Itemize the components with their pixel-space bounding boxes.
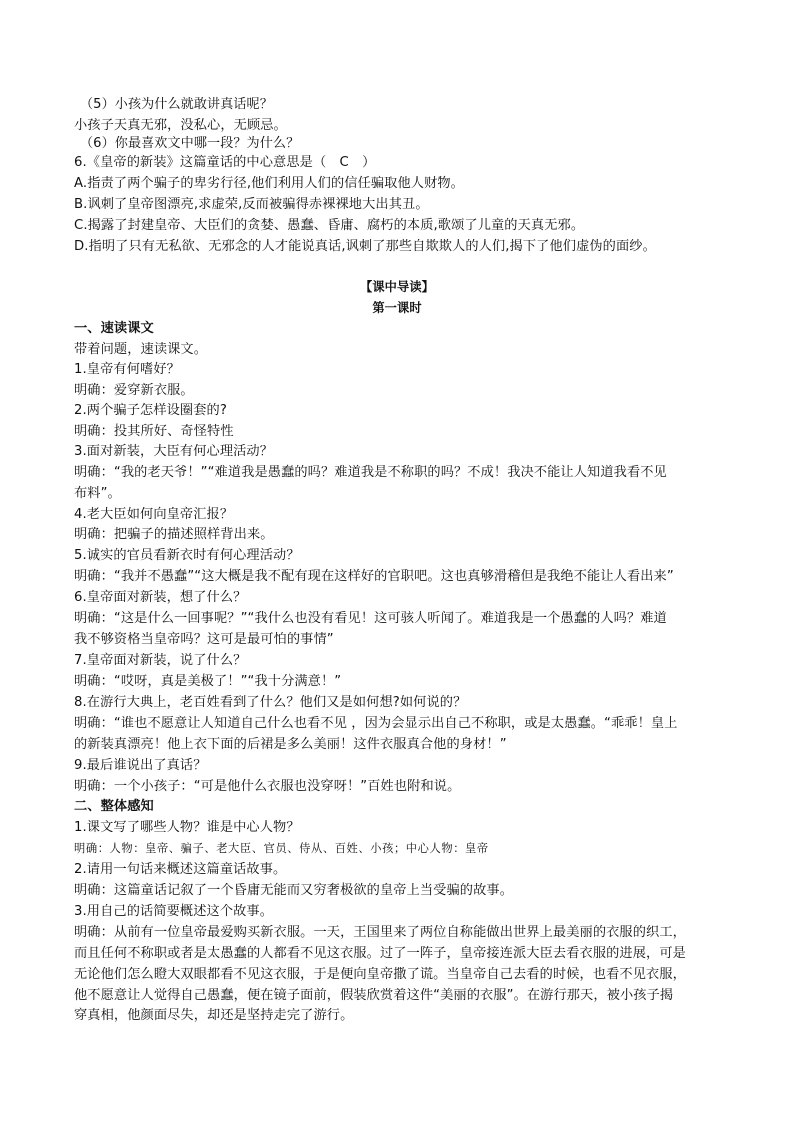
answer-line: 明确：把骗子的描述照样背出来。 xyxy=(74,527,274,542)
question-6: （6）你最喜欢文中哪一段？为什么？ xyxy=(80,136,300,151)
answer-line: 我不够资格当皇帝吗？这可是最可怕的事情” xyxy=(74,632,334,647)
answer-line: 无论他们怎么瞪大双眼都看不见这衣服，于是便向皇帝撒了谎。当皇帝自己去看的时候，也看不见衣服， xyxy=(74,967,686,982)
answer-line: 布料”。 xyxy=(74,486,121,501)
answer-line: 明确：“哎呀，真是美极了！”“我十分满意！” xyxy=(74,674,342,689)
answer-line: 明确：爱穿新衣服。 xyxy=(74,383,194,398)
question-line: 2.两个骗子怎样设圈套的? xyxy=(74,403,227,418)
answer-line: 而且任何不称职或者是太愚蠢的人都看不见这衣服。过了一阵子，皇帝接连派大臣去看衣服的进展，可是 xyxy=(74,946,686,961)
question-line: 3.用自己的话简要概述这个故事。 xyxy=(74,904,274,919)
part-2-heading: 二、整体感知 xyxy=(74,799,154,814)
option-d: D.指明了只有无私欲、无邪念的人才能说真话,讽刺了那些自欺欺人的人们,揭下了他们虚伪的面纱。 xyxy=(74,239,656,254)
section-heading: 【课中导读】 xyxy=(359,280,434,294)
question-line: 1.皇帝有何嗜好？ xyxy=(74,362,180,377)
question-line: 9.最后谁说出了真话？ xyxy=(74,758,207,773)
question-line: 2.请用一句话来概述这篇童话故事。 xyxy=(74,862,287,877)
text-line: 带着问题，速读课文。 xyxy=(74,342,208,357)
part-1-heading: 一、速读课文 xyxy=(74,321,154,336)
question-line: 1.课文写了哪些人物？谁是中心人物？ xyxy=(74,820,300,835)
answer-line: 他不愿意让人觉得自己愚蠢，便在镜子面前，假装欣赏着这件“美丽的衣服”。在游行那天，被小孩子揭 xyxy=(74,988,674,1003)
answer-line: 明确：这篇童话记叙了一个昏庸无能而又穷奢极欲的皇帝上当受骗的故事。 xyxy=(74,883,514,898)
question-5: （5）小孩为什么就敢讲真话呢？ xyxy=(80,97,273,112)
answer-line: 明确：从前有一位皇帝最爱购买新衣服。一天，王国里来了两位自称能做出世界上最美丽的衣服的织工， xyxy=(74,925,686,940)
question-line: 4.老大臣如何向皇帝汇报？ xyxy=(74,507,234,522)
mc-question: 6.《皇帝的新装》这篇童话的中心意思是（ C ） xyxy=(74,155,376,170)
lesson-heading: 第一课时 xyxy=(372,301,422,315)
answer-line: 的新装真漂亮！他上衣下面的后裙是多么美丽！这件衣服真合他的身材！” xyxy=(74,737,507,752)
option-b: B.讽刺了皇帝图漂亮,求虚荣,反而被骗得赤裸裸地大出其丑。 xyxy=(74,197,429,212)
answer-line: 明确：一个小孩子：“可是他什么衣服也没穿呀！”百姓也附和说。 xyxy=(74,779,461,794)
answer-line: 明确：“这是什么一回事呢？”“我什么也没有看见！这可骇人听闻了。难道我是一个愚蠢的人吗？难道 xyxy=(74,611,667,626)
answer-line: 穿真相，他颜面尽失，却还是坚持走完了游行。 xyxy=(74,1008,354,1023)
question-line: 5.诚实的官员看新衣时有何心理活动？ xyxy=(74,548,300,563)
answer-line: 明确：投其所好、奇怪特性 xyxy=(74,424,234,439)
option-a: A.指责了两个骗子的卑劣行径,他们利用人们的信任骗取他人财物。 xyxy=(74,176,464,191)
question-line: 7.皇帝面对新装，说了什么？ xyxy=(74,653,247,668)
question-line: 3.面对新装，大臣有何心理活动？ xyxy=(74,444,274,459)
option-c: C.揭露了封建皇帝、大臣们的贪婪、愚蠢、昏庸、腐朽的本质,歌颂了儿童的天真无邪。 xyxy=(74,218,585,233)
question-line: 8.在游行大典上，老百姓看到了什么？他们又是如何想?如何说的？ xyxy=(74,695,467,710)
answer-line: 明确：“谁也不愿意让人知道自己什么也看不见 ，因为会显示出自己不称职，或是太愚蠢。“乖乖！皇上 xyxy=(74,716,678,731)
question-line: 6.皇帝面对新装，想了什么？ xyxy=(74,590,247,605)
answer-line: 明确：“我并不愚蠢”“这大概是我不配有现在这样好的官职吧。这也真够滑稽但是我绝不能让人看出来” xyxy=(74,569,674,584)
answer-5: 小孩子天真无邪，没私心，无顾忌。 xyxy=(74,118,287,133)
answer-line: 明确：人物：皇帝、骗子、老大臣、官员、侍从、百姓、小孩；中心人物：皇帝 xyxy=(74,842,489,855)
answer-line: 明确：“我的老天爷！”“难道我是愚蠢的吗？难道我是不称职的吗？不成！我决不能让人知道我看不见 xyxy=(74,465,667,480)
